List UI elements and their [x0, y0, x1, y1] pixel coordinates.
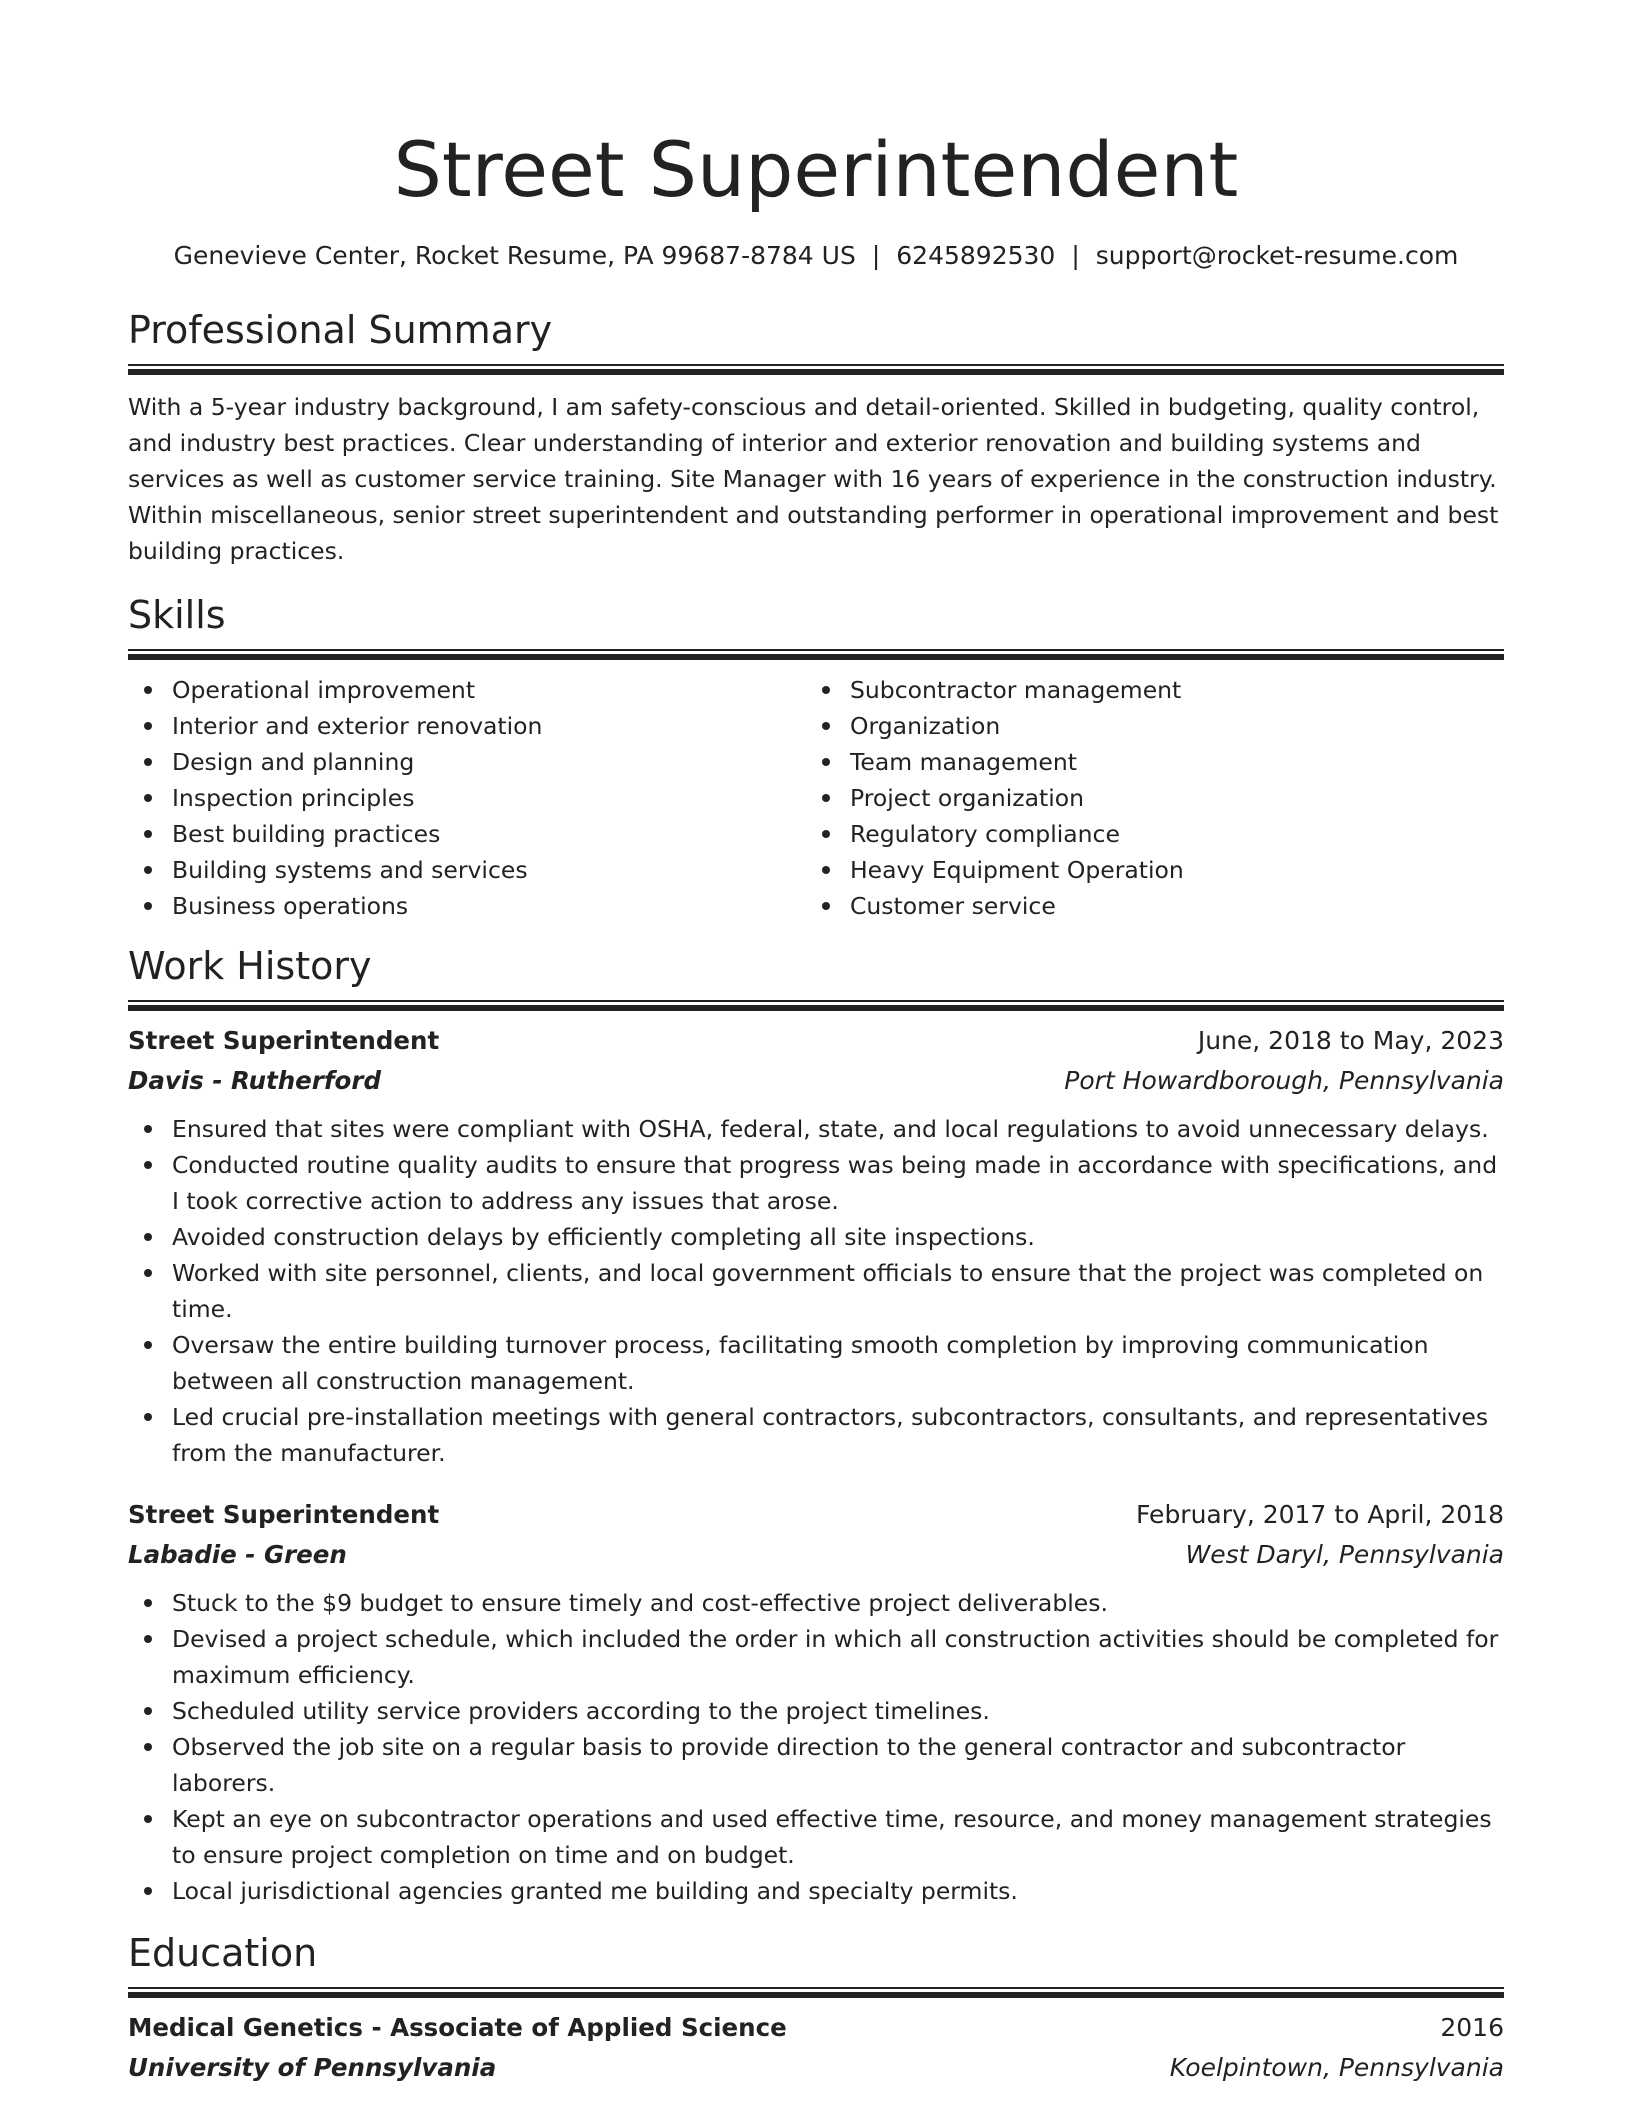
education-header — [128, 2008, 1504, 2048]
job-entry — [128, 1021, 1504, 1471]
job-duty: Devised a project schedule, which included the order in which all construction activities should be completed for maximum efficiency. — [172, 1621, 1504, 1693]
job-subheader — [128, 1535, 1504, 1575]
education-subheader — [128, 2048, 1504, 2088]
skills-list — [806, 672, 1484, 924]
job-title: Street Superintendent — [128, 1500, 440, 1529]
job-duty: Local jurisdictional agencies granted me building and specialty permits. — [172, 1873, 1504, 1909]
education-entry — [128, 2008, 1504, 2088]
job-duty: Observed the job site on a regular basis to provide direction to the general contractor and subcontractor laborers. — [172, 1729, 1504, 1801]
job-duty: Conducted routine quality audits to ensure that progress was being made in accordance with specifications, and I took corrective action to address any issues that arose. — [172, 1147, 1504, 1219]
job-duties-list — [128, 1585, 1504, 1909]
education-section — [128, 1929, 1504, 2088]
job-company: Davis - Rutherford — [128, 1066, 381, 1095]
section-divider — [128, 1000, 1504, 1011]
section-divider — [128, 649, 1504, 660]
contact-phone: 6245892530 — [896, 241, 1056, 270]
education-location: Koelpintown, Pennsylvania — [1169, 2053, 1504, 2082]
skill-item: Building systems and services — [172, 852, 806, 888]
education-degree: Medical Genetics - Associate of Applied Science — [128, 2013, 787, 2042]
job-duty: Ensured that sites were compliant with OSHA, federal, state, and local regulations to avoid unnecessary delays. — [172, 1111, 1504, 1147]
job-dates: February, 2017 to April, 2018 — [1136, 1500, 1504, 1529]
skill-item: Regulatory compliance — [850, 816, 1484, 852]
skills-heading: Skills — [128, 593, 226, 637]
section-divider — [128, 1987, 1504, 1998]
job-duty: Scheduled utility service providers according to the project timelines. — [172, 1693, 1504, 1729]
skill-item: Subcontractor management — [850, 672, 1484, 708]
work-history-section — [128, 942, 1504, 1909]
job-header — [128, 1021, 1504, 1061]
resume-name: Street Superintendent — [393, 125, 1239, 214]
job-entry — [128, 1495, 1504, 1909]
skill-item: Operational improvement — [172, 672, 806, 708]
skill-item: Project organization — [850, 780, 1484, 816]
skills-column-left — [128, 672, 806, 924]
skills-section — [128, 591, 1504, 924]
job-duty: Stuck to the $9 budget to ensure timely and cost-effective project deliverables. — [172, 1585, 1504, 1621]
job-duty: Oversaw the entire building turnover process, facilitating smooth completion by improving communication between all construction management. — [172, 1327, 1504, 1399]
job-duty: Worked with site personnel, clients, and local government officials to ensure that the project was completed on time. — [172, 1255, 1504, 1327]
contact-address: Genevieve Center, Rocket Resume, PA 99687-8784 US — [173, 241, 856, 270]
summary-heading: Professional Summary — [128, 308, 553, 352]
job-duty: Avoided construction delays by efficiently completing all site inspections. — [172, 1219, 1504, 1255]
contact-separator: | — [871, 241, 881, 270]
job-location: Port Howardborough, Pennsylvania — [1064, 1066, 1504, 1095]
job-duty: Kept an eye on subcontractor operations and used effective time, resource, and money management strategies to ensure project completion on time and on budget. — [172, 1801, 1504, 1873]
skill-item: Inspection principles — [172, 780, 806, 816]
education-year: 2016 — [1440, 2013, 1504, 2042]
job-dates: June, 2018 to May, 2023 — [1197, 1026, 1504, 1055]
skill-item: Interior and exterior renovation — [172, 708, 806, 744]
skills-column-right — [806, 672, 1484, 924]
work-history-heading: Work History — [128, 944, 372, 988]
skill-item: Best building practices — [172, 816, 806, 852]
summary-section — [128, 306, 1504, 569]
education-heading: Education — [128, 1931, 318, 1975]
skills-grid — [128, 672, 1504, 924]
job-duties-list — [128, 1111, 1504, 1471]
skill-item: Business operations — [172, 888, 806, 924]
job-subheader — [128, 1061, 1504, 1101]
job-duty: Led crucial pre-installation meetings with general contractors, subcontractors, consultants, and representatives from the manufacturer. — [172, 1399, 1504, 1471]
education-school: University of Pennsylvania — [128, 2053, 497, 2082]
contact-separator: | — [1071, 241, 1080, 270]
skill-item: Design and planning — [172, 744, 806, 780]
summary-text: With a 5-year industry background, I am safety-conscious and detail-oriented. Skilled in budgeting, quality control, and industry best practices. Clear understanding of interior and exterior renovation and building systems and services as well as customer service training. Site Manager with 16 years of experience in the construction industry. Within miscellaneous, senior street superintendent and outstanding performer in operational improvement and best building practices. — [128, 393, 1499, 565]
skills-list — [128, 672, 806, 924]
job-header — [128, 1495, 1504, 1535]
skill-item: Team management — [850, 744, 1484, 780]
skill-item: Organization — [850, 708, 1484, 744]
skill-item: Customer service — [850, 888, 1484, 924]
contact-line — [128, 240, 1504, 272]
skill-item: Heavy Equipment Operation — [850, 852, 1484, 888]
job-location: West Daryl, Pennsylvania — [1185, 1540, 1504, 1569]
section-divider — [128, 364, 1504, 375]
job-company: Labadie - Green — [128, 1540, 347, 1569]
contact-email: support@rocket-resume.com — [1095, 241, 1459, 270]
resume-page — [128, 0, 1504, 2088]
job-title: Street Superintendent — [128, 1026, 440, 1055]
